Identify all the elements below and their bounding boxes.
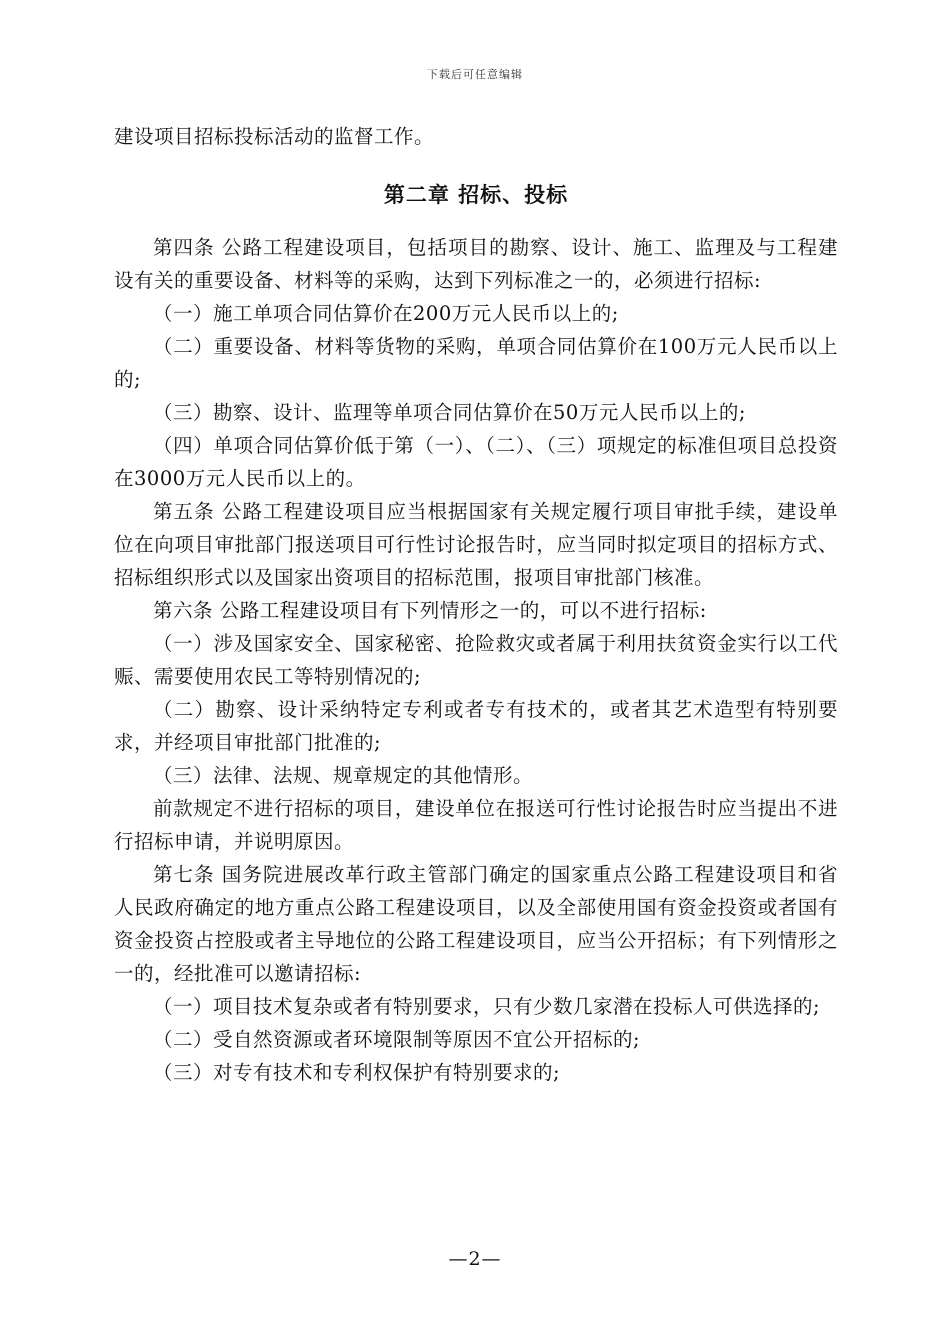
article-7-item-2: （二）受自然资源或者环境限制等原因不宜公开招标的; (153, 1028, 641, 1051)
chapter-heading: 第二章 招标、投标 (383, 183, 569, 207)
article-7-item-1: （一）项目技术复杂或者有特别要求，只有少数几家潜在投标人可供选择的; (153, 995, 821, 1018)
article-4-item-3: （三）勘察、设计、监理等单项合同估算价在50万元人民币以上的; (153, 401, 746, 424)
header-note: 下载后可任意编辑 (427, 68, 523, 81)
article-6-note: 前款规定不进行招标的项目，建设单位在报送可行性讨论报告时应当提出不进行招标申请，并说明原因。 (114, 797, 838, 853)
article-6: 第六条 公路工程建设项目有下列情形之一的，可以不进行招标: (153, 599, 707, 622)
article-4-item-4: （四）单项合同估算价低于第（一）、（二）、（三）项规定的标准但项目总投资在3000万元人民币以上的。 (114, 434, 838, 490)
article-5: 第五条 公路工程建设项目应当根据国家有关规定履行项目审批手续，建设单位在向项目审批部门报送项目可行性讨论报告时，应当同时拟定项目的招标方式、招标组织形式以及国家出资项目的招标范围，报项目审批部门核准。 (114, 500, 838, 589)
article-7-item-3: （三）对专有技术和专利权保护有特别要求的; (153, 1061, 561, 1084)
article-4: 第四条 公路工程建设项目，包括项目的勘察、设计、施工、监理及与工程建设有关的重要设备、材料等的采购，达到下列标准之一的，必须进行招标: (114, 236, 838, 292)
article-6-item-2: （二）勘察、设计采纳特定专利或者专有技术的，或者其艺术造型有特别要求，并经项目审批部门批准的; (114, 698, 838, 754)
article-4-item-2: （二）重要设备、材料等货物的采购，单项合同估算价在100万元人民币以上的; (114, 335, 838, 391)
article-6-item-3: （三）法律、法规、规章规定的其他情形。 (153, 764, 534, 787)
article-6-item-1: （一）涉及国家安全、国家秘密、抢险救灾或者属于利用扶贫资金实行以工代赈、需要使用农民工等特别情况的; (114, 632, 838, 688)
document-body (114, 120, 838, 1089)
paragraph-continuation: 建设项目招标投标活动的监督工作。 (114, 125, 435, 148)
article-4-item-1: （一）施工单项合同估算价在200万元人民币以上的; (153, 302, 619, 325)
page-number: —2— (448, 1248, 502, 1270)
article-7: 第七条 国务院进展改革行政主管部门确定的国家重点公路工程建设项目和省人民政府确定的地方重点公路工程建设项目，以及全部使用国有资金投资或者国有资金投资占控股或者主导地位的公路工程建设项目，应当公开招标；有下列情形之一的，经批准可以邀请招标: (114, 863, 838, 985)
